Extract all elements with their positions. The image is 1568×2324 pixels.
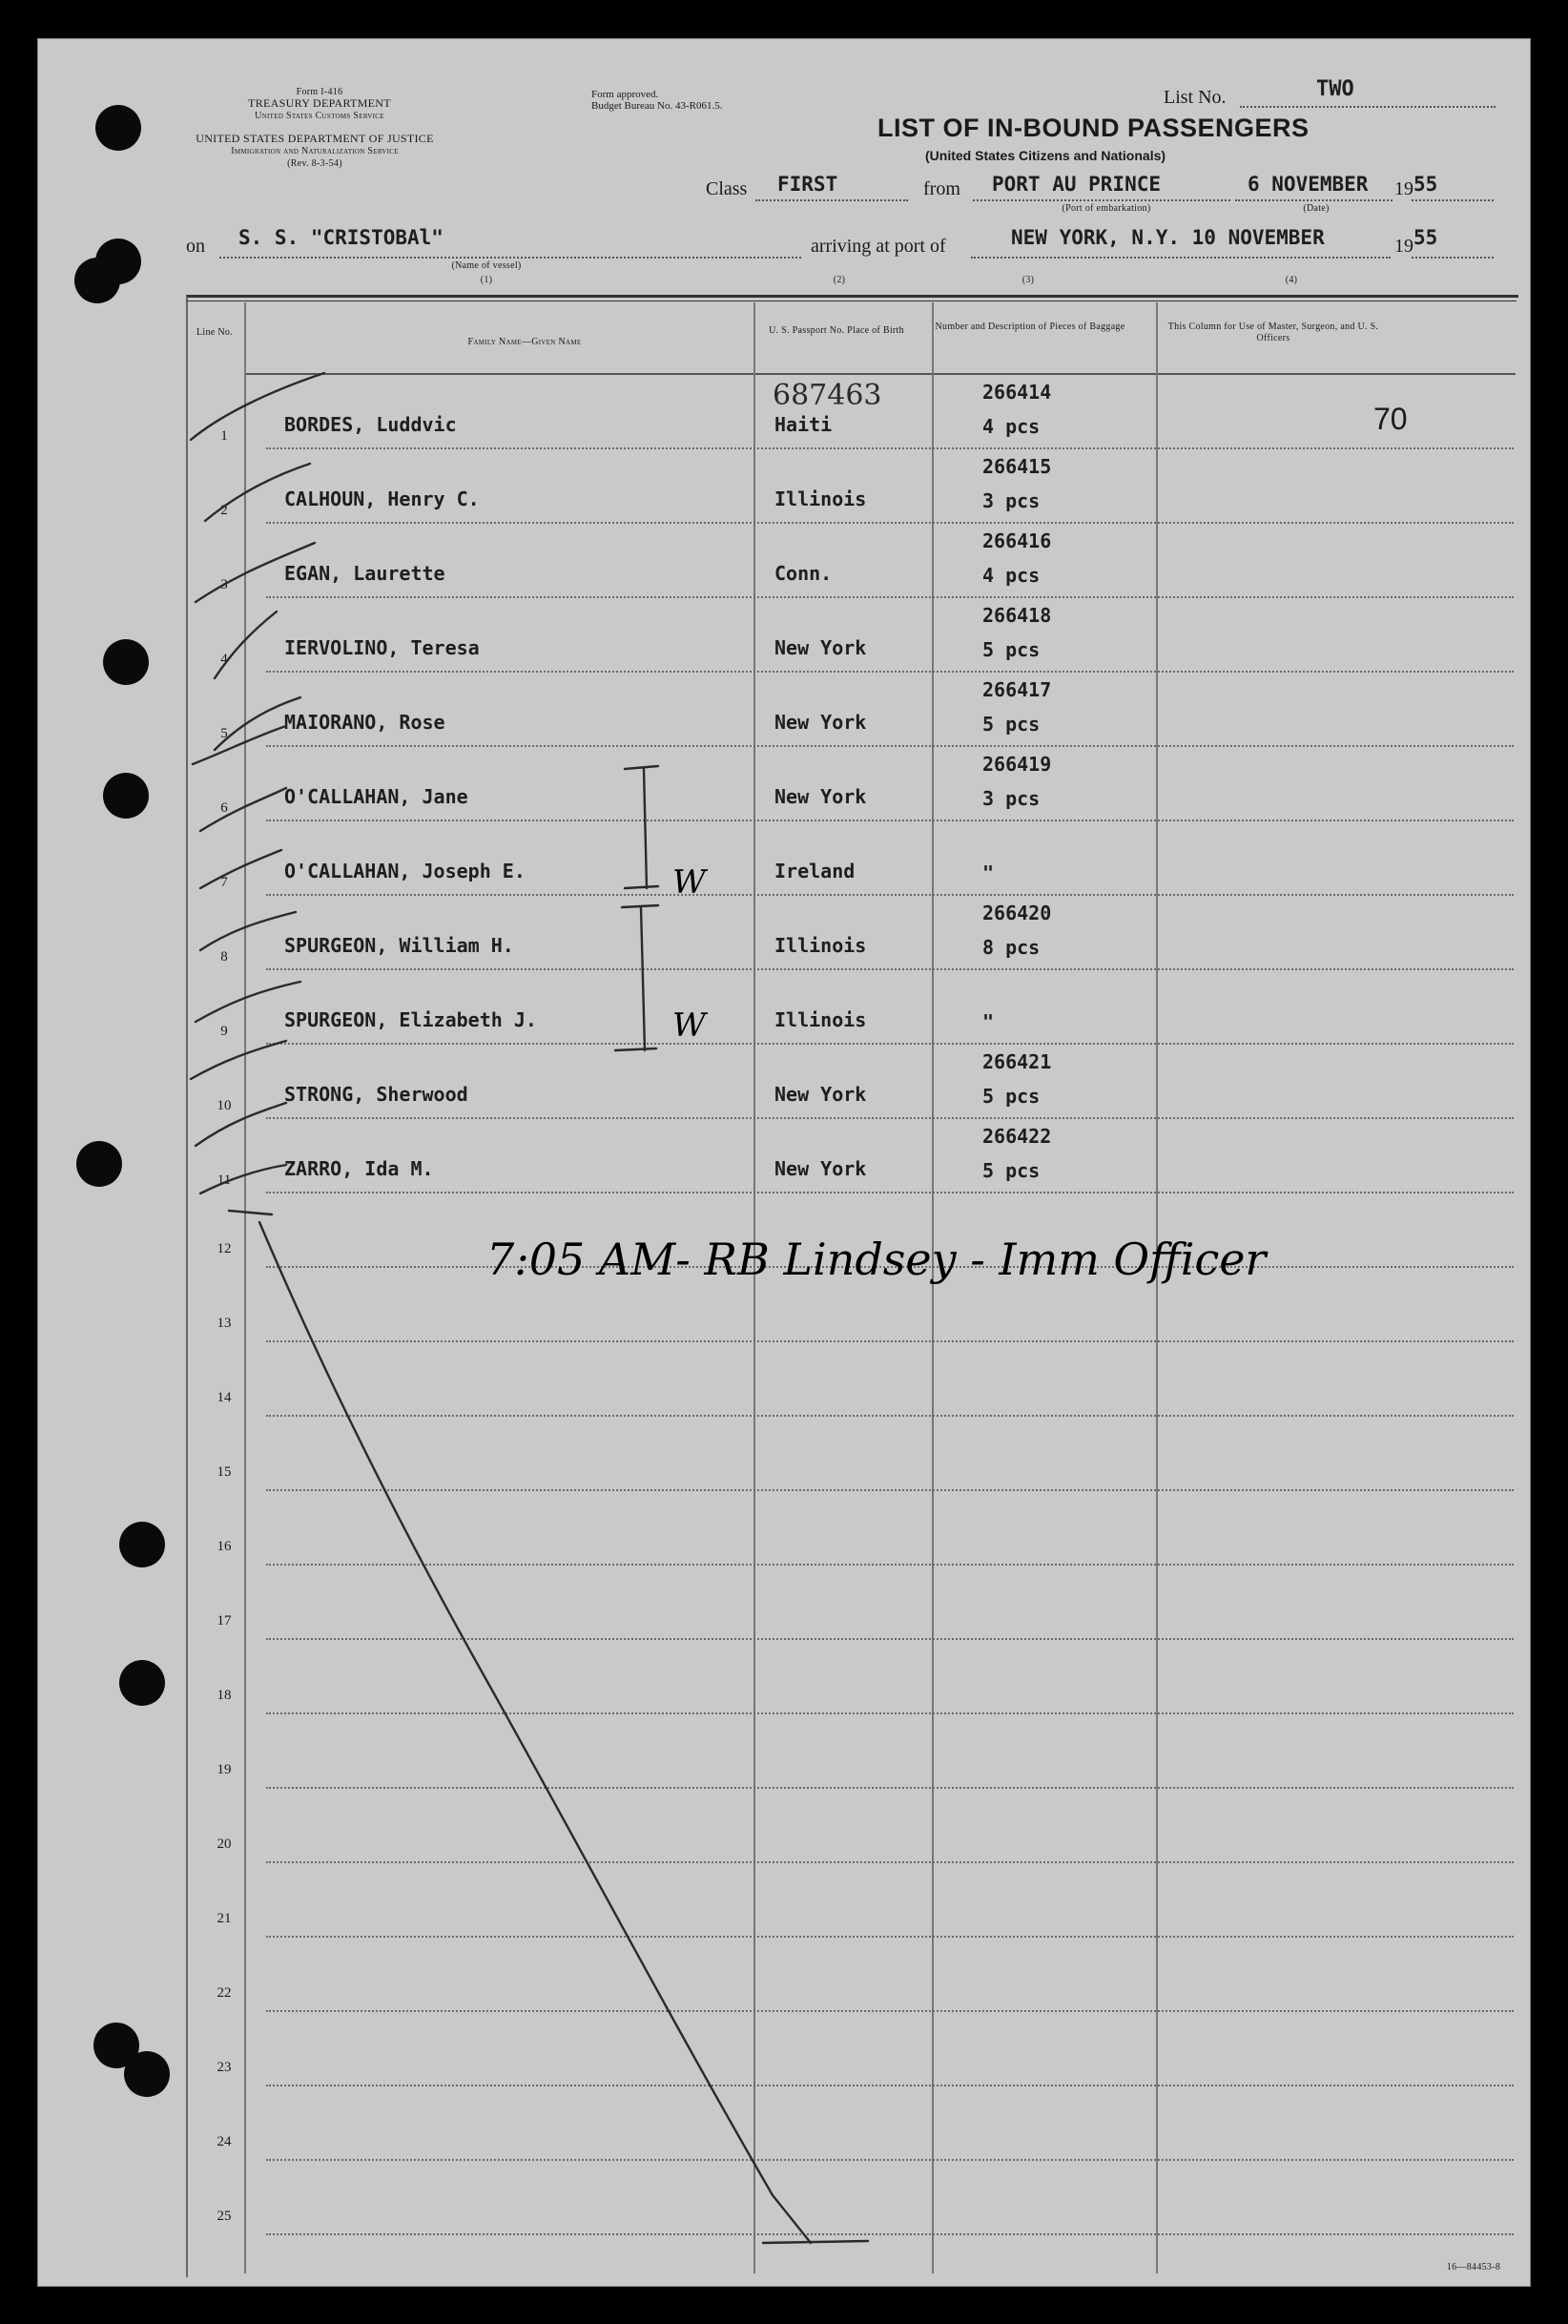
- from-label: from: [923, 178, 960, 199]
- binder-hole-6: [76, 1141, 122, 1187]
- customs-service: United States Customs Service: [255, 111, 384, 121]
- immigration-service: Immigration and Naturalization Service: [231, 146, 399, 156]
- print-code: 16—84453-8: [1446, 2262, 1501, 2272]
- passenger-name: BORDES, Luddvic: [284, 413, 457, 436]
- header-passport: U. S. Passport No. Place of Birth: [769, 325, 904, 336]
- tick-mark-1: [191, 373, 324, 440]
- baggage-number: 266421: [982, 1050, 1052, 1073]
- line-number: 13: [217, 1316, 232, 1331]
- baggage-description: 3 pcs: [982, 489, 1041, 512]
- binder-hole-10: [124, 2051, 170, 2097]
- header-baggage: Number and Description of Pieces of Baggage: [935, 322, 1125, 332]
- place-of-birth: Illinois: [774, 1008, 867, 1031]
- class-label: Class: [706, 178, 748, 199]
- passenger-name: MAIORANO, Rose: [284, 711, 445, 734]
- binder-hole-7: [119, 1522, 165, 1567]
- baggage-number: 266419: [982, 753, 1052, 776]
- line-number: 21: [217, 1911, 232, 1926]
- baggage-description: 4 pcs: [982, 564, 1041, 587]
- passenger-name: SPURGEON, Elizabeth J.: [284, 1008, 537, 1031]
- passport-number: 687463: [773, 379, 882, 412]
- manifest-sheet: [37, 38, 1531, 2287]
- year2-value: 55: [1413, 226, 1438, 249]
- department-of-justice: UNITED STATES DEPARTMENT OF JUSTICE: [196, 132, 434, 145]
- passenger-name: SPURGEON, William H.: [284, 934, 514, 957]
- baggage-description: 5 pcs: [982, 713, 1041, 736]
- binder-hole-4: [103, 639, 149, 685]
- baggage-description: 5 pcs: [982, 1085, 1041, 1108]
- header-officers: This Column for Use of Master, Surgeon, and U. S. Officers: [1167, 322, 1379, 343]
- form-approved: Form approved.: [591, 89, 659, 100]
- line-number: 6: [220, 800, 228, 816]
- baggage-number: 266417: [982, 678, 1052, 701]
- year-prefix: 19: [1394, 178, 1413, 199]
- class-value: FIRST: [777, 173, 838, 196]
- year-value: 55: [1413, 173, 1438, 196]
- line-number: 16: [217, 1539, 232, 1554]
- line-number: 5: [220, 726, 228, 741]
- revision-date: (Rev. 8-3-54): [287, 158, 342, 169]
- line-number: 22: [217, 1985, 232, 2001]
- budget-bureau: Budget Bureau No. 43-R061.5.: [591, 100, 723, 112]
- arriving-label: arriving at port of: [811, 236, 946, 257]
- bracket-mark-2: W: [672, 1006, 706, 1045]
- baggage-description: 3 pcs: [982, 787, 1041, 810]
- line-number: 1: [220, 428, 228, 444]
- line-number: 25: [217, 2209, 232, 2224]
- baggage-number: 266415: [982, 455, 1052, 478]
- line-number: 10: [217, 1098, 232, 1113]
- binder-hole-5: [103, 773, 149, 819]
- passenger-name: O'CALLAHAN, Jane: [284, 785, 468, 808]
- date-caption: (Date): [1303, 203, 1330, 214]
- baggage-number: 266416: [982, 529, 1052, 552]
- passenger-name: STRONG, Sherwood: [284, 1083, 468, 1106]
- line-number: 3: [220, 577, 228, 592]
- line-number: 9: [220, 1024, 228, 1039]
- vessel-caption: (Name of vessel): [451, 260, 522, 271]
- col1-caption: (1): [480, 275, 493, 285]
- line-number: 18: [217, 1688, 232, 1703]
- handwriting-overlay: [38, 39, 1530, 2286]
- arrival-port-date: NEW YORK, N.Y. 10 NOVEMBER: [1011, 226, 1325, 249]
- line-number: 20: [217, 1836, 232, 1852]
- inspector-signature-line: 7:05 AM- RB Lindsey - Imm Officer: [486, 1234, 1267, 1285]
- place-of-birth: Ireland: [774, 860, 856, 882]
- page-subtitle: (United States Citizens and Nationals): [925, 148, 1166, 163]
- officer-note: 70: [1373, 402, 1408, 436]
- embarkation-date: 6 NOVEMBER: [1248, 173, 1369, 196]
- place-of-birth: Haiti: [774, 413, 833, 436]
- line-number: 24: [217, 2134, 232, 2149]
- passenger-name: IERVOLINO, Teresa: [284, 636, 480, 659]
- passenger-name: ZARRO, Ida M.: [284, 1157, 434, 1180]
- place-of-birth: Conn.: [774, 562, 833, 585]
- baggage-description: 4 pcs: [982, 415, 1041, 438]
- form-number: Form I-416: [296, 87, 343, 97]
- on-label: on: [186, 236, 205, 257]
- line-number: 11: [217, 1172, 232, 1188]
- passenger-name: EGAN, Laurette: [284, 562, 445, 585]
- line-number: 2: [220, 503, 228, 518]
- place-of-birth: Illinois: [774, 934, 867, 957]
- baggage-description: 5 pcs: [982, 1159, 1041, 1182]
- baggage-description: 8 pcs: [982, 936, 1041, 959]
- baggage-number: 266420: [982, 902, 1052, 924]
- line-number: 12: [217, 1241, 232, 1256]
- header-line-no: Line No.: [196, 327, 233, 338]
- baggage-number: 266414: [982, 381, 1052, 404]
- line-number: 4: [220, 652, 228, 667]
- binder-hole-8: [119, 1660, 165, 1706]
- line-number: 14: [217, 1390, 232, 1405]
- line-number: 17: [217, 1613, 232, 1629]
- col4-caption: (4): [1285, 275, 1298, 285]
- line-number: 19: [217, 1762, 232, 1777]
- port-of-embarkation: PORT AU PRINCE: [992, 173, 1162, 196]
- passenger-name: CALHOUN, Henry C.: [284, 488, 480, 510]
- baggage-description: ": [982, 861, 995, 884]
- line-number: 7: [220, 875, 228, 890]
- place-of-birth: New York: [774, 711, 867, 734]
- page-title: LIST OF IN-BOUND PASSENGERS: [877, 114, 1310, 142]
- baggage-description: 5 pcs: [982, 638, 1041, 661]
- col2-caption: (2): [833, 275, 846, 285]
- year2-prefix: 19: [1394, 236, 1413, 257]
- line-number: 8: [220, 949, 228, 965]
- baggage-number: 266422: [982, 1125, 1052, 1148]
- passenger-name: O'CALLAHAN, Joseph E.: [284, 860, 526, 882]
- baggage-description: ": [982, 1010, 995, 1033]
- col3-caption: (3): [1021, 275, 1035, 285]
- treasury-department: TREASURY DEPARTMENT: [248, 96, 391, 110]
- line-number: 15: [217, 1464, 232, 1480]
- line-number: 23: [217, 2060, 232, 2075]
- vessel-name: S. S. "CRISTOBAl": [238, 226, 444, 249]
- list-no-label: List No.: [1164, 87, 1227, 108]
- place-of-birth: New York: [774, 1083, 867, 1106]
- header-name: Family Name—Given Name: [467, 337, 582, 347]
- port-caption: (Port of embarkation): [1062, 203, 1151, 214]
- baggage-number: 266418: [982, 604, 1052, 627]
- place-of-birth: New York: [774, 785, 867, 808]
- place-of-birth: Illinois: [774, 488, 867, 510]
- place-of-birth: New York: [774, 636, 867, 659]
- binder-hole-1: [95, 105, 141, 151]
- list-no-value: TWO: [1316, 77, 1354, 101]
- bracket-mark-1: W: [672, 863, 706, 902]
- binder-hole-3: [95, 239, 141, 284]
- place-of-birth: New York: [774, 1157, 867, 1180]
